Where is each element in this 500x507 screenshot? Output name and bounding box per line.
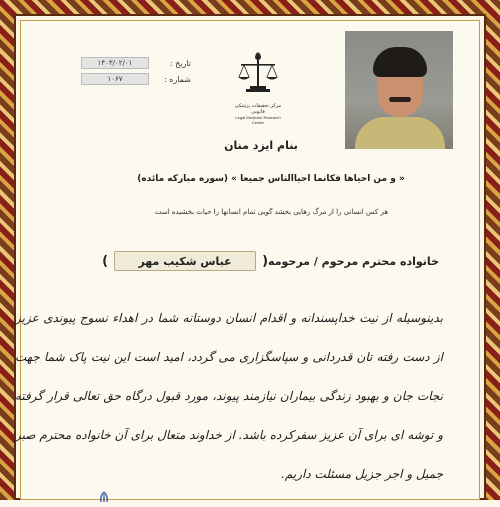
organization-logo: [233, 51, 283, 125]
number-value: ۱۰۶۷: [81, 73, 149, 85]
date-label: تاریخ :: [169, 58, 191, 68]
open-paren: (: [262, 253, 269, 269]
certificate-paper: [15, 20, 480, 500]
number-label: شماره :: [163, 74, 191, 84]
logo-caption-fa: مرکز تحقیقات پزشکی قانونی: [234, 103, 282, 115]
close-paren: ): [102, 253, 109, 269]
bismillah-heading: بنام ایزد منان: [224, 139, 298, 152]
document-meta: [81, 57, 191, 89]
date-row: [81, 57, 191, 69]
photo-mustache: [389, 97, 411, 102]
verse-translation: هر کس انسانی را از مرگ رهایی بخشد گویی تمام انسانها را حیات بخشیده است: [154, 208, 389, 216]
portrait-photo: [345, 31, 453, 149]
number-row: [81, 73, 191, 85]
salutation-line: [19, 250, 439, 272]
quran-verse: « و من احیاها فکانما احیاالناس جمیعا » (سوره مبارکه مائده): [137, 174, 405, 184]
certificate-body: بدینوسیله از نیت خداپسندانه و اقدام انسان دوستانه شما در اهداء نسوج پیوندی عزیز از دست رفته تان قدردانی و سپاسگزاری می گردد، امید است این نیت پاک شما جهت نجات جان و بهبود زندگی بیماران نیازمند پیوند، مورد قبول درگاه حق تعالی قرار گرفته و توشه ای برای آن عزیز سفرکرده باشد. از خداوند متعال برای آن خانواده محترم صبر جمیل و اجر جزیل مسئلت داریم.: [15, 311, 443, 481]
scales-of-justice-icon: [233, 51, 283, 97]
logo-caption-en: Legal Medicine Research Center: [235, 115, 281, 125]
emblem-icon: [96, 488, 112, 500]
photo-hair: [373, 47, 427, 77]
photo-shirt: [355, 117, 445, 149]
date-value: ۱۴۰۳/۰۲/۰۱: [81, 57, 149, 69]
deceased-name: عباس شکیب مهر: [114, 251, 256, 271]
salutation-prefix: خانواده محترم مرحوم / مرحومه: [268, 254, 439, 268]
